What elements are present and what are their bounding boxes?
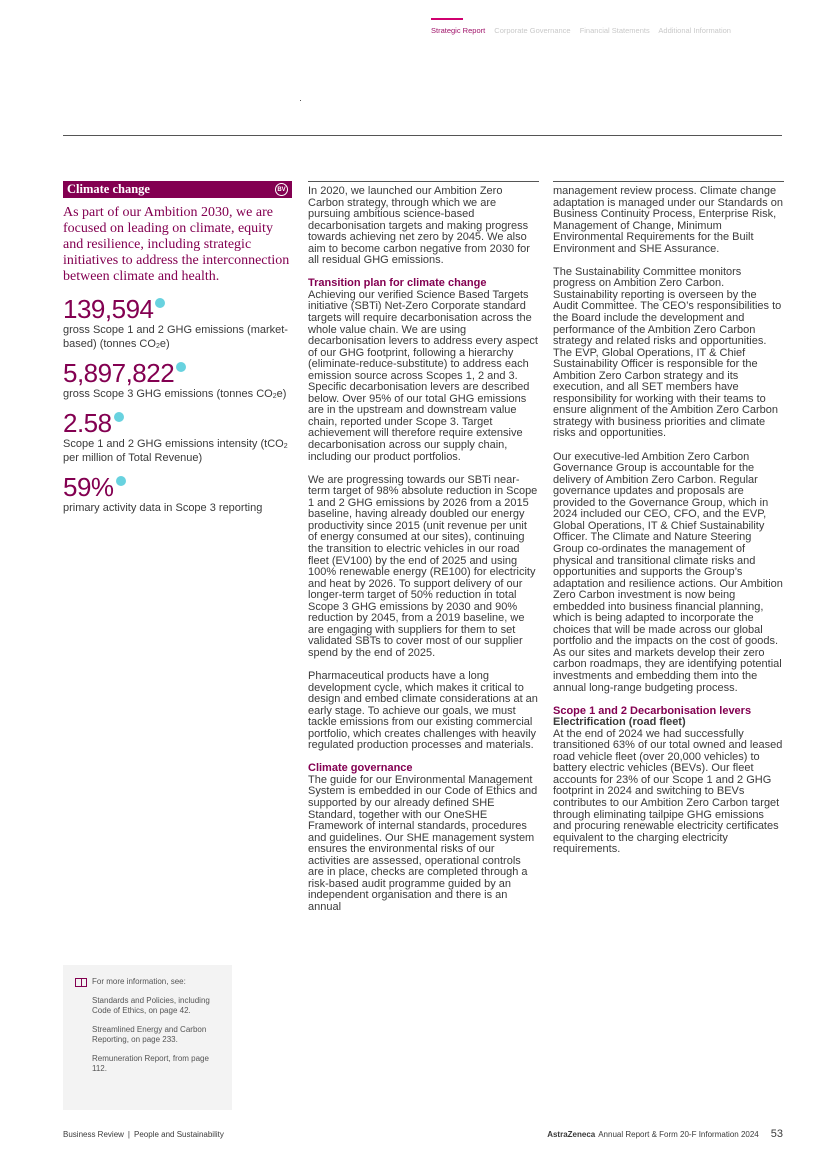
paragraph: We are progressing towards our SBTi near-term target of 98% absolute reduction in Scope 1 and 2 GHG emissions by 2026 from a 2015 baseline, having already doubled our energy productivity since 2015 (unit revenue per unit of energy consumed at our sites), continuing the transition to electric vehicles in our road fleet (EV100) by the end of 2025 and using 100% renewable energy (RE100) for electricity and heat by 2026. To support delivery of our longer-term target of 50% reduction in total Scope 3 GHG emissions by 2030 and 90% reduction by 2045, from a 2019 baseline, we are engaging with suppliers for them to set validated SBTs to cover most of our supplier spend by the end of 2025. [308,473,538,659]
paragraph: management review process. Climate change adaptation is managed under our Standards on Business Continuity Process, Enterprise Risk, Management of Change, Minimum Environmental Requirements for the Built Environment and SHE Assurance. [553,185,783,255]
climate-change-title: Climate change [67,182,150,196]
stat-scope12 [63,295,292,351]
info-link-standards[interactable]: Standards and Policies, including Code of Ethics, on page 42. [92,996,210,1015]
top-navigation [431,26,738,35]
footer-report-info [547,1128,783,1140]
paragraph: The Sustainability Committee monitors progress on Ambition Zero Carbon. Sustainability reporting is overseen by the Audit Committee. The CEO’s responsibilities to the Board include the development and performance of the Ambition Zero Carbon strategy and related risks and opportunities. The EVP, Global Operations, IT & Chief Sustainability Officer is responsible for the Ambition Zero Carbon strategy and its execution, and all SET members have responsibility for working with their teams to ensure alignment of the Ambition Zero Carbon strategy with business priorities and climate risks and opportunities. [553,265,782,440]
bv-verified-icon: BV [275,183,288,196]
body-column-2 [308,181,539,913]
info-link-secr[interactable]: Streamlined Energy and Carbon Reporting, on page 233. [92,1025,207,1044]
paragraph: Pharmaceutical products have a long development cycle, which makes it critical to design and embed climate considerations at an early stage. To achieve our goals, we must tackle emissions from our existing commercial portfolio, which creates challenges with heavily regulated production processes and materials. [308,669,538,752]
stat-label: gross Scope 1 and 2 GHG emissions (market-based) (tonnes $CO_2e$) [63,324,288,350]
paragraph: Our executive-led Ambition Zero Carbon Governance Group is accountable for the delivery of Ambition Zero Carbon. Regular governance updates and proposals are provided to the Governance Group, which in 2024 included our CEO, CFO, and the EVP, Global Operations, IT & Chief Sustainability Officer. The Climate and Nature Steering Group co-ordinates the management of physical and transitional climate risks and opportunities and supports the Group’s adaptation and resilience actions. Our Ambition Zero Carbon investment is now being embedded into business financial planning, which is being adapted to incorporate the choices that will be made across our global portfolio and the impacts on the cost of goods. As our sites and markets develop their zero carbon roadmaps, they are identifying potential investments and embedding them into the annual long-range budgeting process. [553,450,783,694]
stat-value: 139,594 [63,295,165,323]
info-heading: For more information, see: [92,977,186,986]
book-icon [75,978,87,987]
nav-financial-statements[interactable]: Financial Statements [579,26,650,35]
stat-label: gross Scope 3 GHG emissions (tonnes $CO_2e$) [63,388,287,400]
nav-corporate-governance[interactable]: Corporate Governance [494,26,571,35]
climate-summary-column [63,181,292,515]
nav-strategic-report[interactable]: Strategic Report [431,26,486,35]
page-number: 53 [770,1128,783,1140]
stat-value: 59% [63,473,126,501]
heading-climate-governance: Climate governance [308,762,413,775]
body-column-3 [553,181,784,856]
info-link-remuneration[interactable]: Remuneration Report, from page 112. [92,1054,209,1073]
footer-brand: AstraZeneca [547,1130,596,1139]
subheading-electrification: Electrification (road fleet) [553,716,686,729]
stat-primary-activity [63,473,292,515]
paragraph: Achieving our verified Science Based Targets initiative (SBTi) Net-Zero Corporate standard targets will require decarbonisation across the whole value chain. We are using decarbonisation levers to address every aspect of our GHG footprint, following a hierarchy (eliminate-reduce-substitute) to address each emission source across Scopes 1, 2 and 3. Specific decarbonisation levers are described below. Over 95% of our total GHG emissions are in the upstream and downstream value chain, reported under Scope 3. Target achievement will therefore require extensive decarbonisation across our supply chain, including our product portfolios. [308,288,538,463]
climate-intro: As part of our Ambition 2030, we are focused on leading on climate, equity and resilience, including strategic initiatives to address the interconnection between climate and health. [63,205,290,284]
info-heading-row [75,977,222,987]
stat-value: 5,897,822 [63,359,186,387]
stray-mark [300,100,301,101]
footer-breadcrumb: Business Review | People and Sustainability [63,1130,224,1139]
stat-scope3 [63,359,292,401]
bullet-dot-icon [114,412,124,422]
header-divider [63,135,782,136]
paragraph: At the end of 2024 we had successfully transitioned 63% of our total owned and leased road vehicle fleet (over 20,000 vehicles) to battery electric vehicles (BEVs). Our fleet accounts for 23% of our Scope 1 and 2 GHG footprint in 2024 and switching to BEVs contributes to our Ambition Zero Carbon target through eliminating tailpipe GHG emissions and procuring renewable electricity certificates equivalent to the charging electricity requirements. [553,727,783,856]
paragraph: The guide for our Environmental Management System is embedded in our Code of Ethics and supported by our already defined SHE Standard, together with our OneSHE Framework of internal standards, procedures and guidelines. Our SHE management system ensures the environmental risks of our activities are assessed, operational controls are in place, checks are completed through a risk-based audit programme guided by an independent organisation and there is an annual [308,773,538,913]
footer-report-title: Annual Report & Form 20-F Information 2024 [598,1130,759,1139]
footer-section[interactable]: Business Review [63,1130,124,1139]
bullet-dot-icon [155,298,165,308]
heading-decarbonisation-levers: Scope 1 and 2 Decarbonisation levers [553,704,752,717]
climate-change-banner [63,181,292,198]
stat-label: Scope 1 and 2 GHG emissions intensity (tCO$_2$ per million of Total Revenue) [63,438,288,464]
nav-additional-information[interactable]: Additional Information [658,26,731,35]
more-information-box [63,965,232,1110]
bullet-dot-icon [116,476,126,486]
footer-subsection[interactable]: People and Sustainability [134,1130,224,1139]
stat-value: 2.58 [63,409,124,437]
paragraph: In 2020, we launched our Ambition Zero Carbon strategy, through which we are pursuing ambitious science-based decarbonisation targets and making progress towards achieving net zero by 2045. We also aim to become carbon negative from 2030 for all residual GHG emissions. [308,185,530,267]
stat-intensity [63,409,292,465]
heading-transition-plan: Transition plan for climate change [308,277,487,290]
bullet-dot-icon [176,362,186,372]
stat-label: primary activity data in Scope 3 reporting [63,502,263,514]
